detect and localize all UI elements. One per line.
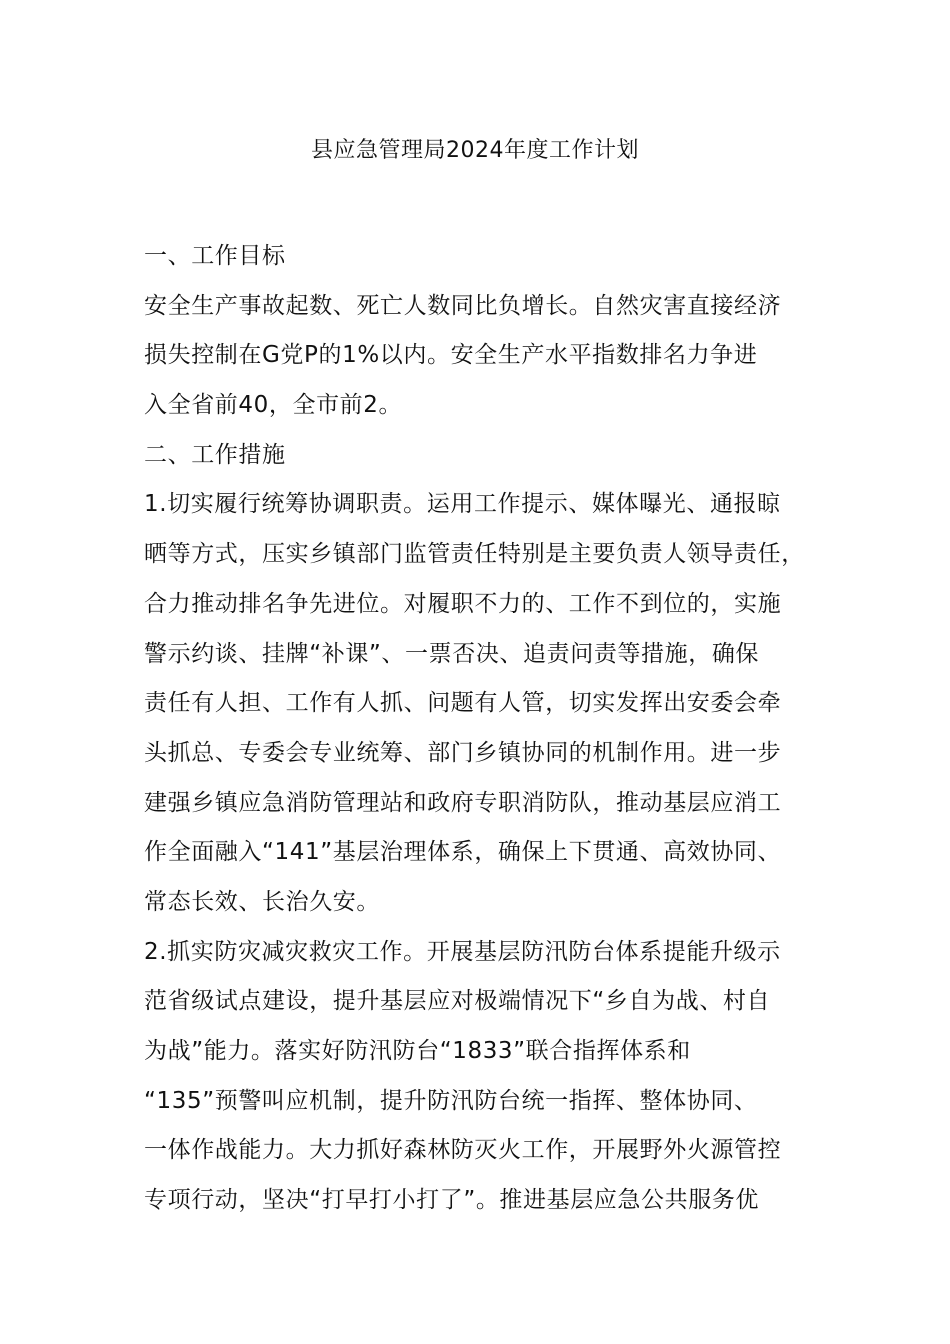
paragraph-line: 常态长效、长治久安。 bbox=[144, 888, 380, 915]
paragraph-line: 建强乡镇应急消防管理站和政府专职消防队，推动基层应消工 bbox=[144, 789, 782, 816]
document-body bbox=[144, 232, 808, 1226]
paragraph-line: 合力推动排名争先进位。对履职不力的、工作不到位的，实施 bbox=[144, 590, 782, 617]
paragraph-line: 一体作战能力。大力抓好森林防灭火工作，开展野外火源管控 bbox=[144, 1137, 782, 1164]
paragraph-line: 作全面融入“141”基层治理体系，确保上下贯通、高效协同、 bbox=[144, 839, 782, 866]
paragraph-line: 专项行动，坚决“打早打小打了”。推进基层应急公共服务优 bbox=[144, 1187, 760, 1214]
paragraph-line: 头抓总、专委会专业统筹、部门乡镇协同的机制作用。进一步 bbox=[144, 739, 782, 766]
paragraph-line: 安全生产事故起数、死亡人数同比负增长。自然灾害直接经济 bbox=[144, 292, 782, 319]
paragraph-line: 晒等方式，压实乡镇部门监管责任特别是主要负责人领导责任， bbox=[144, 541, 805, 568]
paragraph-line: 警示约谈、挂牌“补课”、一票否决、追责问责等措施，确保 bbox=[144, 640, 760, 667]
paragraph-line: 责任有人担、工作有人抓、问题有人管，切实发挥出安委会牵 bbox=[144, 690, 782, 717]
paragraph-line: 2.抓实防灾减灾救灾工作。开展基层防汛防台体系提能升级示 bbox=[144, 938, 781, 965]
paragraph-line: 范省级试点建设，提升基层应对极端情况下“乡自为战、村自 bbox=[144, 988, 771, 1015]
paragraph-line: 1.切实履行统筹协调职责。运用工作提示、媒体曝光、通报晾 bbox=[144, 491, 781, 518]
section-heading-measures: 二、工作措施 bbox=[144, 441, 286, 468]
document-title: 县应急管理局2024年度工作计划 bbox=[311, 138, 639, 163]
paragraph-line: 入全省前40，全市前2。 bbox=[144, 392, 403, 419]
paragraph-line: “135”预警叫应机制，提升防汛防台统一指挥、整体协同、 bbox=[144, 1087, 758, 1114]
section-heading-goals: 一、工作目标 bbox=[144, 243, 286, 269]
paragraph-line: 损失控制在G党P的1%以内。安全生产水平指数排名力争进 bbox=[144, 342, 758, 369]
paragraph-line: 为战”能力。落实好防汛防台“1833”联合指挥体系和 bbox=[144, 1038, 691, 1064]
